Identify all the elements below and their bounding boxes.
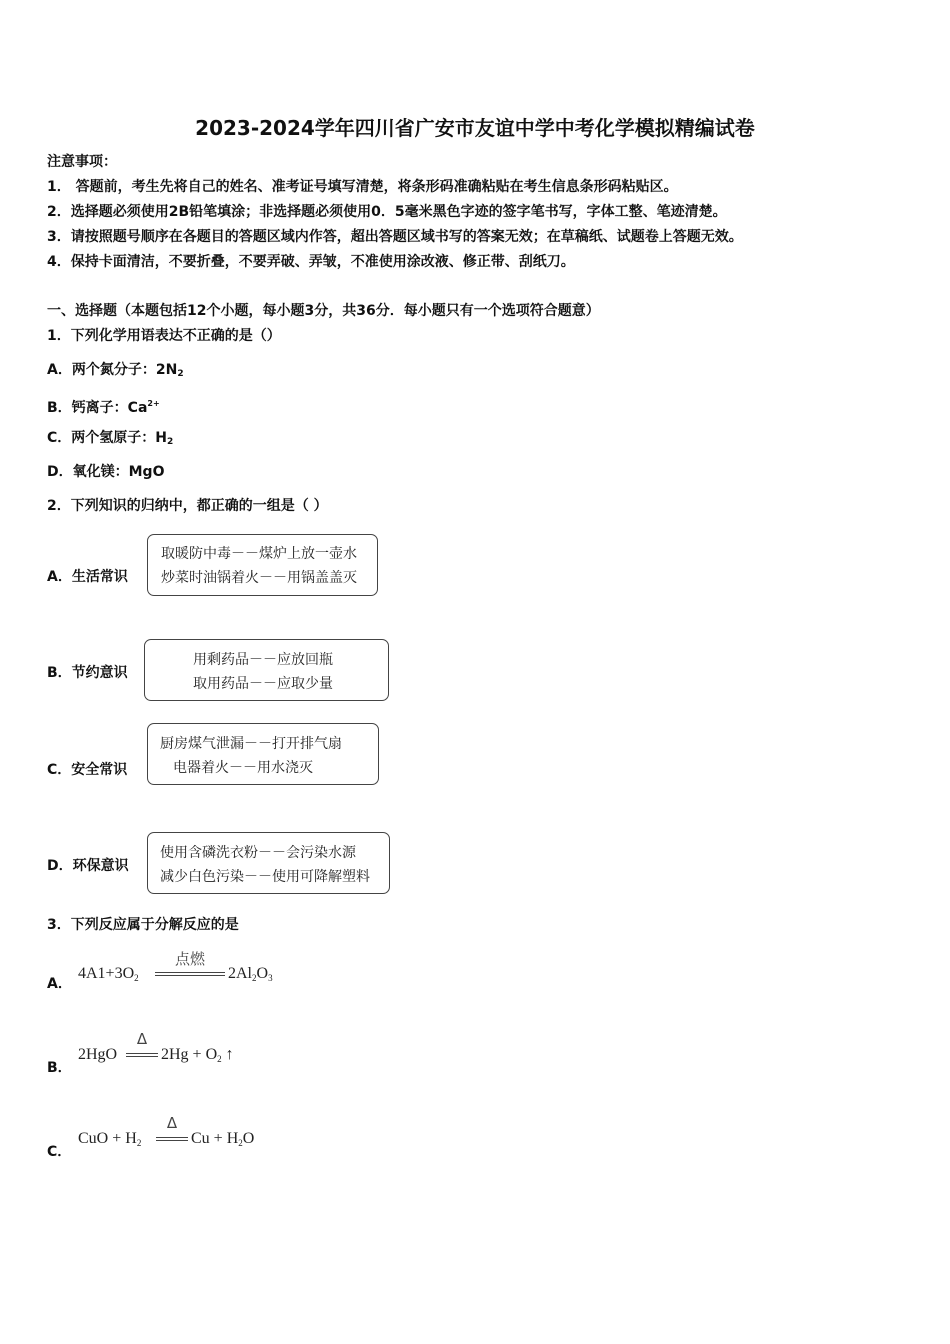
q2-option-a-label: A．生活常识 <box>47 569 128 585</box>
equation-subscript: 2 <box>217 1054 222 1064</box>
q3-option-b-label: B． <box>47 1060 72 1076</box>
formula: Ca <box>127 400 148 416</box>
notice-item: 4．保持卡面清洁，不要折叠，不要弄破、弄皱，不准使用涂改液、修正带、刮纸刀。 <box>47 254 575 270</box>
reaction-condition: 点燃 <box>174 950 205 968</box>
q3-option-c-label: C． <box>47 1144 72 1160</box>
notice-item: 2．选择题必须使用2B铅笔填涂；非选择题必须使用0．5毫米黑色字迹的签字笔书写，字体工整、笔迹清楚。 <box>47 204 727 220</box>
q3-option-a-label: A． <box>47 976 72 992</box>
q2-option-a-box <box>147 534 378 596</box>
q1-option-d <box>47 463 164 481</box>
equation-text: CuO + H <box>78 1130 137 1147</box>
formula: 2N <box>155 362 178 378</box>
equals-sign <box>156 1137 188 1141</box>
question-stem: 1．下列化学用语表达不正确的是（） <box>47 328 281 344</box>
section-heading: 一、选择题（本题包括12个小题，每小题3分，共36分．每小题只有一个选项符合题意） <box>47 303 600 319</box>
option-label: B．钙离子： <box>47 400 128 416</box>
box-line: 使用含磷洗衣粉－－会污染水源 <box>160 845 356 861</box>
equation-text: O <box>256 965 269 982</box>
reaction-condition: Δ <box>136 1030 148 1048</box>
option-label: A．两个氮分子： <box>47 362 156 378</box>
q2-option-c-box <box>147 723 379 785</box>
formula-superscript: 2+ <box>147 399 160 408</box>
equation-text: 4A1+3O <box>78 965 135 982</box>
notice-item: 3．请按照题号顺序在各题目的答题区域内作答，超出答题区域书写的答案无效；在草稿纸、试题卷上答题无效。 <box>47 229 743 245</box>
equation-rhs <box>161 1046 234 1064</box>
q2-option-b-label: B．节约意识 <box>47 665 128 681</box>
equation-subscript: 3 <box>268 973 273 983</box>
equation-rhs <box>228 965 273 983</box>
equation-text: 2HgO <box>78 1046 118 1063</box>
box-line: 电器着火－－用水浇灭 <box>173 760 313 776</box>
q1-option-c <box>47 429 173 451</box>
q2-option-b-box <box>144 639 389 701</box>
option-label: C．两个氢原子： <box>47 430 156 446</box>
box-line: 取暖防中毒－－煤炉上放一壶水 <box>161 546 357 562</box>
equation-text: 2Hg + O <box>161 1046 218 1063</box>
equation-lhs <box>78 965 139 983</box>
equation-subscript: 2 <box>238 1138 243 1148</box>
formula: H <box>155 430 167 446</box>
equation-text: 2Al <box>228 965 252 982</box>
box-line: 炒菜时油锅着火－－用锅盖盖灭 <box>161 570 357 586</box>
equation-text: Cu + H <box>191 1130 239 1147</box>
formula-subscript: 2 <box>177 369 184 379</box>
equals-sign <box>155 972 225 976</box>
q1-option-b <box>47 395 160 417</box>
equation-lhs <box>78 1130 141 1148</box>
option-label: D．氧化镁： <box>47 464 129 480</box>
reaction-condition: Δ <box>166 1114 178 1132</box>
equals-sign <box>126 1053 158 1057</box>
q1-option-a <box>47 361 184 383</box>
formula-subscript: 2 <box>167 437 174 447</box>
q2-option-d-box <box>147 832 390 894</box>
equation-lhs <box>78 1046 117 1064</box>
box-line: 取用药品－－应取少量 <box>193 676 333 692</box>
equation-rhs <box>191 1130 254 1148</box>
equation-subscript: 2 <box>136 1138 142 1148</box>
question-stem: 3．下列反应属于分解反应的是 <box>47 917 239 933</box>
q2-option-d-label: D．环保意识 <box>47 858 129 874</box>
equation-subscript: 2 <box>134 973 139 983</box>
notice-heading: 注意事项： <box>47 154 117 170</box>
box-line: 厨房煤气泄漏－－打开排气扇 <box>160 736 342 752</box>
equation-subscript: 2 <box>252 973 257 983</box>
equation-text: O <box>242 1130 255 1147</box>
question-stem: 2．下列知识的归纳中，都正确的一组是（ ） <box>47 498 328 514</box>
q2-option-c-label: C．安全常识 <box>47 762 128 778</box>
box-line: 用剩药品－－应放回瓶 <box>193 652 333 668</box>
gas-arrow: ↑ <box>225 1046 234 1063</box>
formula: MgO <box>128 464 165 480</box>
box-line: 减少白色污染－－使用可降解塑料 <box>160 869 370 885</box>
notice-item: 1． 答题前，考生先将自己的姓名、准考证号填写清楚，将条形码准确粘贴在考生信息条形码粘贴区。 <box>47 179 678 195</box>
page-title: 2023-2024学年四川省广安市友谊中学中考化学模拟精编试卷 <box>195 116 755 140</box>
